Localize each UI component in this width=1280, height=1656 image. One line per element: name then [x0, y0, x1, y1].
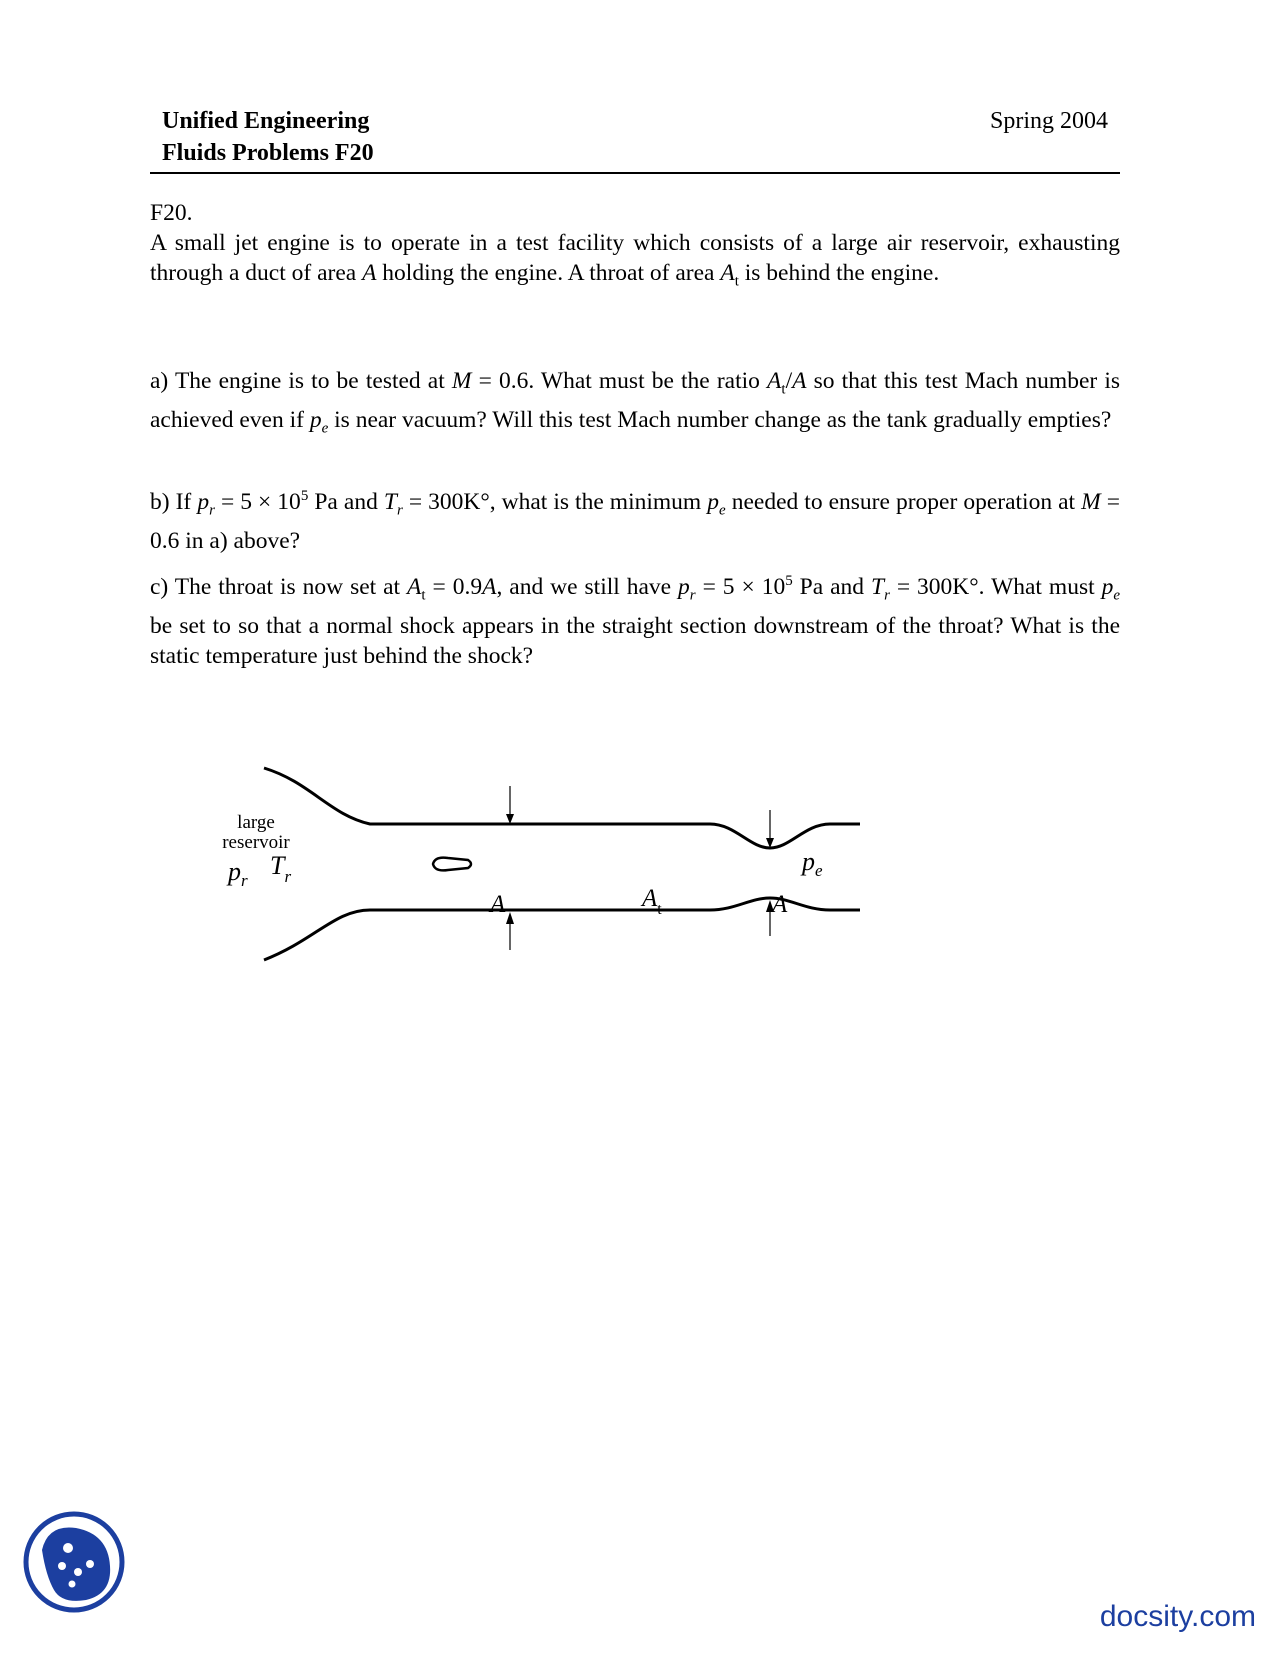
brand-link[interactable]: docsity.com [1099, 1600, 1256, 1633]
area-label-upstream: A [490, 891, 506, 918]
course-title: Unified Engineering [162, 108, 370, 134]
part-c: c) The throat is now set at $A_t = 0.9A$, and we still have $p_r = 5 \times 10^5$ Pa and $T_r = 300K^\circ$. What must $p_e$ be set to so that a normal shock appears in the straight section downstream of the throat? What is the static temperature just behind the shock? [150, 573, 1120, 669]
reservoir-label-line1: large [237, 812, 275, 833]
exit-pressure-label: $p_e$ [802, 847, 823, 880]
part-b: b) If $p_r = 5 \times 10^5$ Pa and $T_r = 300K^\circ$, what is the minimum $p_e$ needed to ensure proper operation at M = 0.6 in a) above? [150, 488, 1120, 554]
term-label: Spring 2004 [989, 108, 1108, 134]
part-a: a) The engine is to be tested at M = 0.6. What must be the ratio $A_t/A$ so that this test Mach number is achieved even if $p_e$ is near vacuum? Will this test Mach number change as the tank gradually empties? [150, 368, 1120, 437]
docsity-logo-icon [22, 1510, 126, 1614]
jet-engine-shape [433, 858, 471, 871]
problem-label: F20. [150, 200, 193, 226]
problem-set-title: Fluids Problems F20 [162, 140, 374, 166]
reservoir-pressure-label: $p_r$ [228, 857, 248, 890]
area-label-downstream: A [772, 891, 788, 918]
throat-area-label: $A_t$ [642, 885, 662, 918]
problem-intro: A small jet engine is to operate in a test facility which consists of a large air reservoir, exhausting through a duct of area A holding the engine. A throat of area $A_t$ is behind the engine. [150, 230, 1120, 290]
page-header [150, 106, 1120, 174]
reservoir-label-line2: reservoir [222, 832, 290, 853]
reservoir-temperature-label: $T_r$ [270, 851, 292, 886]
duct-diagram [220, 760, 860, 980]
